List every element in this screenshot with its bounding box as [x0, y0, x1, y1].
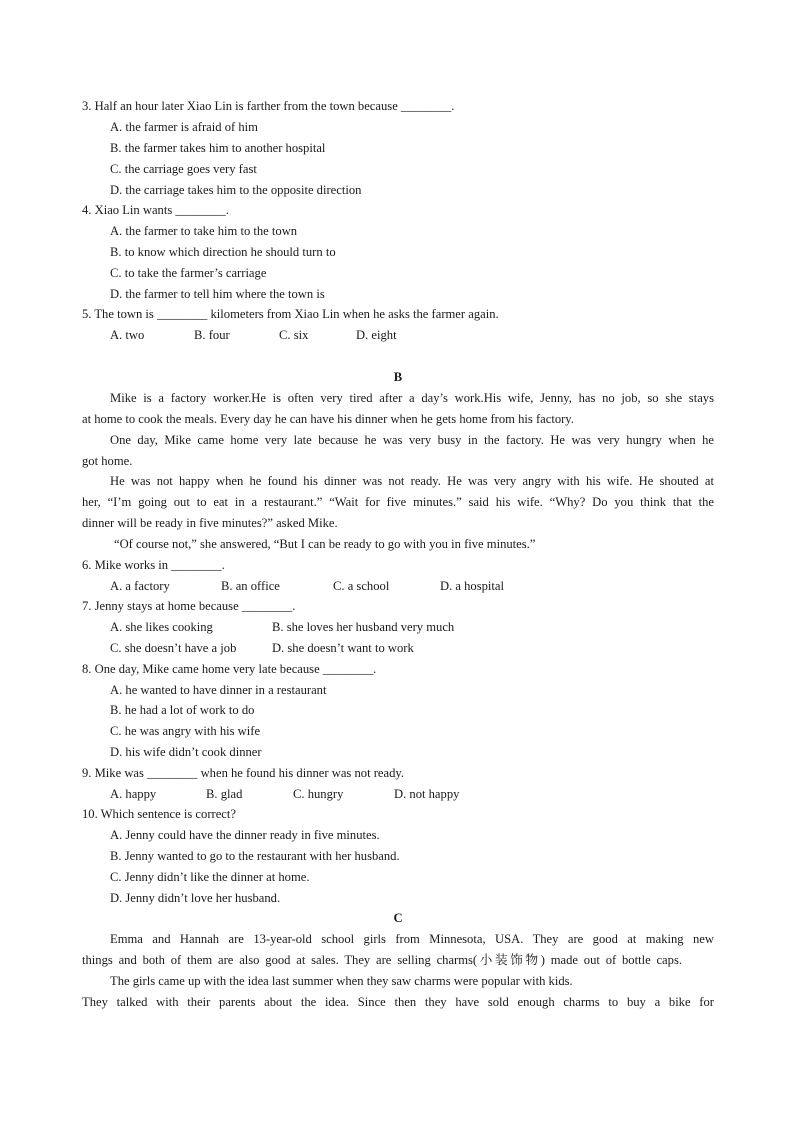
section-c-heading: C — [393, 911, 403, 925]
question-6-option-d: D. a hospital — [440, 579, 505, 593]
question-9-option-a: A. happy — [110, 787, 157, 801]
question-8-stem: 8. One day, Mike came home very late because ________. — [82, 662, 377, 676]
question-3-stem: 3. Half an hour later Xiao Lin is farther from the town because ________. — [82, 99, 455, 113]
question-7-option-b: B. she loves her husband very much — [272, 620, 455, 634]
question-8-option-a: A. he wanted to have dinner in a restaurant — [110, 683, 327, 697]
question-4-option-c: C. to take the farmer’s carriage — [110, 266, 267, 280]
question-10-option-a: A. Jenny could have the dinner ready in five minutes. — [110, 828, 380, 842]
question-5-stem: 5. The town is ________ kilometers from Xiao Lin when he asks the farmer again. — [82, 307, 499, 321]
section-c-para2-line2: They talked with their parents about the idea. Since then they have sold enough charms to buy a bike for — [82, 995, 714, 1009]
question-4-option-a: A. the farmer to take him to the town — [110, 224, 298, 238]
section-b-para4: “Of course not,” she answered, “But I can be ready to go with you in five minutes.” — [114, 537, 536, 551]
question-10-stem: 10. Which sentence is correct? — [82, 807, 236, 821]
question-5-option-d: D. eight — [356, 328, 397, 342]
section-b-para1-line2: at home to cook the meals. Every day he can have his dinner when he gets home from his factory. — [82, 412, 574, 426]
question-9-option-c: C. hungry — [293, 787, 344, 801]
question-3-option-a: A. the farmer is afraid of him — [110, 120, 258, 134]
question-10-option-c: C. Jenny didn’t like the dinner at home. — [110, 870, 310, 884]
question-5-options — [110, 327, 510, 343]
question-10-option-b: B. Jenny wanted to go to the restaurant with her husband. — [110, 849, 400, 863]
question-3-option-d: D. the carriage takes him to the opposite direction — [110, 183, 362, 197]
question-7-option-c: C. she doesn’t have a job — [110, 641, 237, 655]
question-7-option-d: D. she doesn’t want to work — [272, 641, 414, 655]
question-7-option-a: A. she likes cooking — [110, 620, 213, 634]
question-8-option-b: B. he had a lot of work to do — [110, 703, 255, 717]
question-8-option-c: C. he was angry with his wife — [110, 724, 261, 738]
question-9-options — [110, 786, 510, 802]
section-b-para3-line2: her, “I’m going out to eat in a restaurant.” “Wait for five minutes.” said his wife. “Why? Do you think that the — [82, 495, 714, 509]
question-4-option-d: D. the farmer to tell him where the town is — [110, 287, 325, 301]
question-6-option-b: B. an office — [221, 579, 280, 593]
section-c-para1-line1: Emma and Hannah are 13-year-old school girls from Minnesota, USA. They are good at making new — [110, 932, 714, 946]
question-6-option-a: A. a factory — [110, 579, 170, 593]
question-9-option-d: D. not happy — [394, 787, 460, 801]
section-c-para1-line2: things and both of them are also good at sales. They are selling charms(小装饰物) made out of bottle caps. — [82, 953, 682, 967]
section-b-para3-line1: He was not happy when he found his dinner was not ready. He was very angry with his wife. He shouted at — [110, 474, 714, 488]
question-4-stem: 4. Xiao Lin wants ________. — [82, 203, 229, 217]
question-6-stem: 6. Mike works in ________. — [82, 558, 225, 572]
question-5-option-c: C. six — [279, 328, 309, 342]
section-b-para2-line2: got home. — [82, 454, 133, 468]
question-7-options-row1 — [110, 619, 510, 635]
question-5-option-a: A. two — [110, 328, 145, 342]
section-c-para2-line1: The girls came up with the idea last summer when they saw charms were popular with kids. — [110, 974, 573, 988]
question-10-option-d: D. Jenny didn’t love her husband. — [110, 891, 281, 905]
question-7-options-row2 — [110, 640, 510, 656]
section-b-para1-line1: Mike is a factory worker.He is often very tired after a day’s work.His wife, Jenny, has no job, so she stays — [110, 391, 714, 405]
question-9-option-b: B. glad — [206, 787, 243, 801]
section-b-para2-line1: One day, Mike came home very late because he was very busy in the factory. He was very hungry when he — [110, 433, 714, 447]
section-b-para3-line3: dinner will be ready in five minutes?” asked Mike. — [82, 516, 338, 530]
question-3-option-b: B. the farmer takes him to another hospital — [110, 141, 326, 155]
question-7-stem: 7. Jenny stays at home because ________. — [82, 599, 296, 613]
question-9-stem: 9. Mike was ________ when he found his dinner was not ready. — [82, 766, 405, 780]
question-5-option-b: B. four — [194, 328, 230, 342]
question-6-option-c: C. a school — [333, 579, 390, 593]
question-6-options — [110, 578, 530, 594]
question-4-option-b: B. to know which direction he should turn to — [110, 245, 336, 259]
question-3-option-c: C. the carriage goes very fast — [110, 162, 257, 176]
question-8-option-d: D. his wife didn’t cook dinner — [110, 745, 262, 759]
section-b-heading: B — [393, 370, 403, 384]
